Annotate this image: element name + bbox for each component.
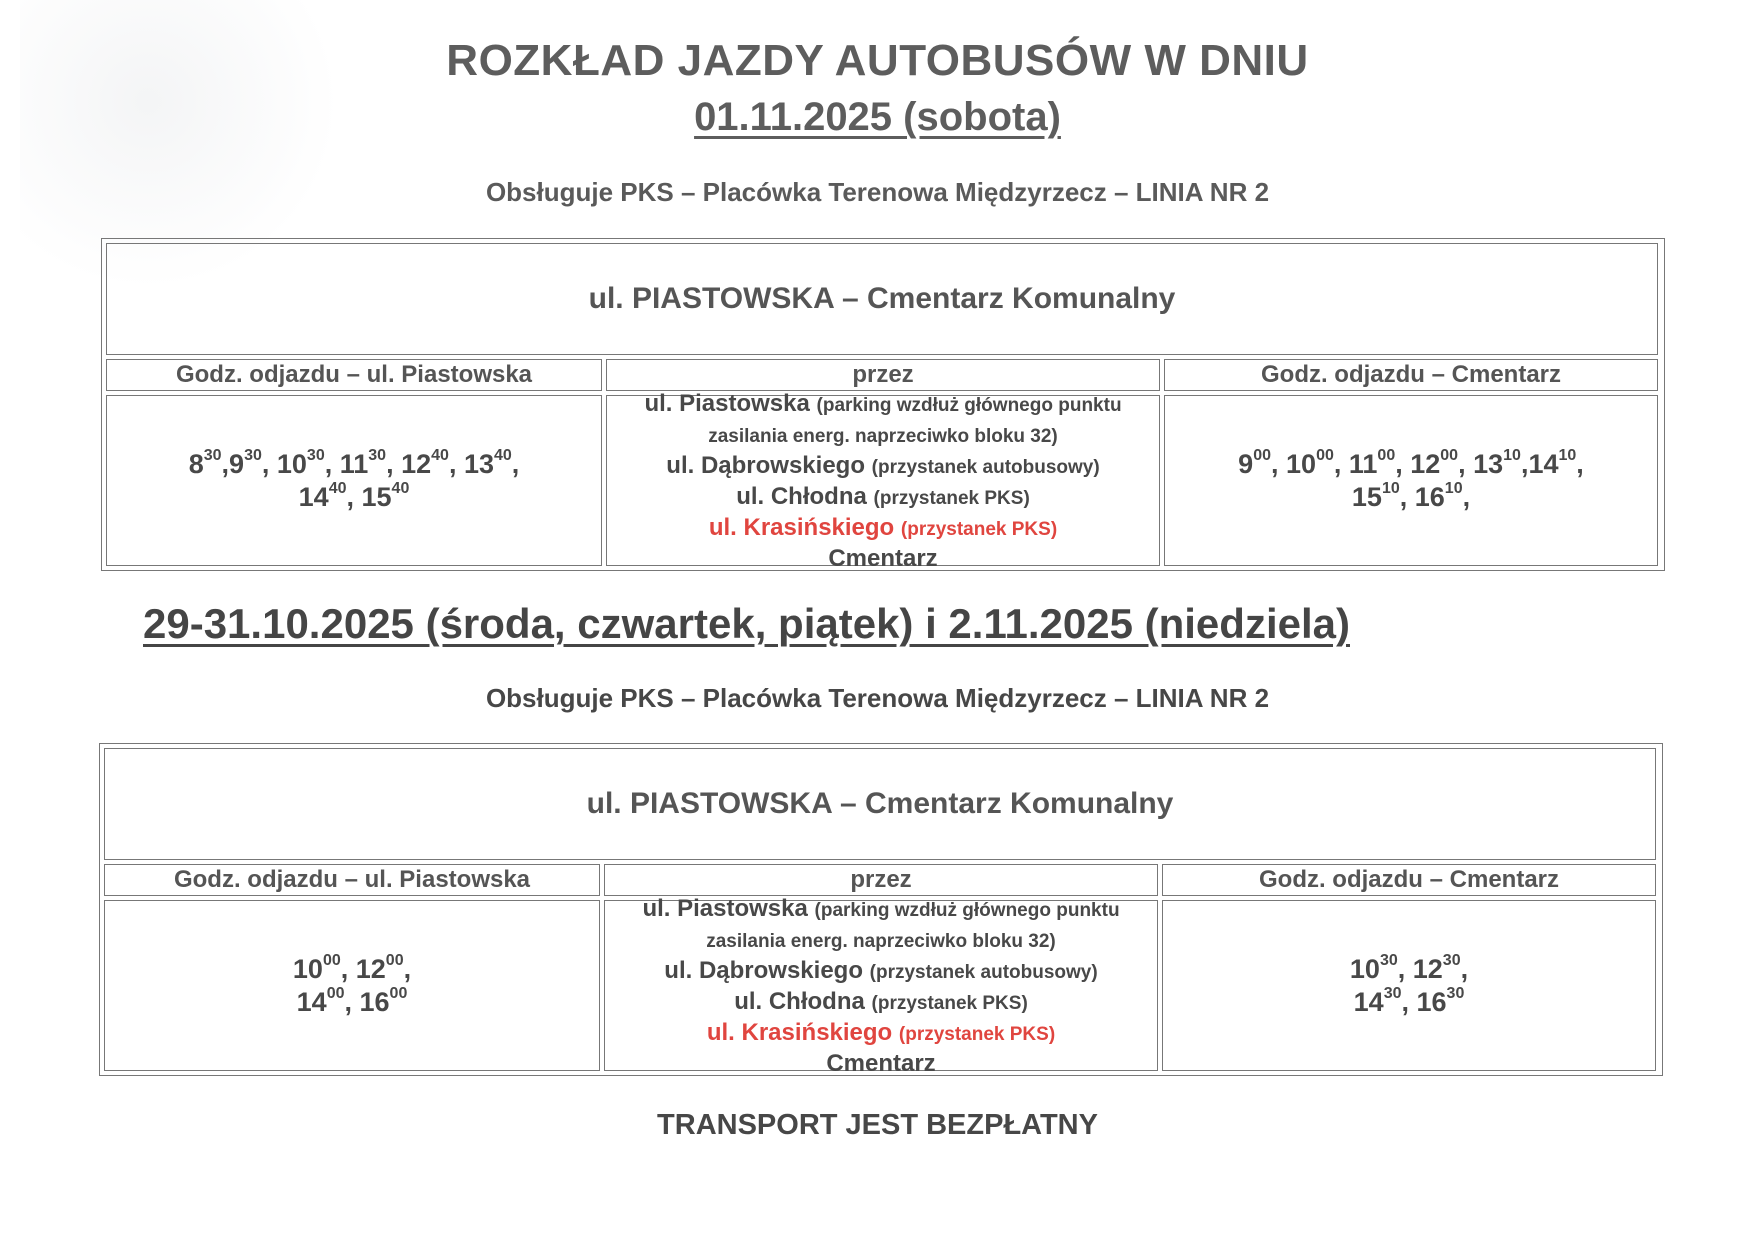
times-line: $10^{00}$, $12^{00}$, [292, 951, 412, 984]
departure-hour: 15 [361, 481, 392, 512]
departure-minutes: 00 [1440, 446, 1459, 464]
departure-hour: 8 [188, 448, 204, 479]
departures-piastowska-cell [104, 900, 600, 1071]
departure-minutes: 10 [1444, 479, 1463, 497]
departure-hour: 10 [276, 448, 307, 479]
times-line: $14^{40}$, $15^{40}$ [298, 479, 410, 512]
departure-hour: 16 [1414, 481, 1445, 512]
departure-minutes: 30 [368, 446, 387, 464]
via-stop: ul. Chłodna (przystanek PKS) [734, 987, 1028, 1015]
departure-hour: 11 [339, 448, 369, 479]
header-via: przez [604, 864, 1158, 896]
departure-minutes: 40 [391, 479, 410, 497]
via-stop: ul. Piastowska (parking wzdłuż głównego punktu [644, 389, 1122, 417]
departure-hour: 10 [292, 953, 323, 984]
departure-minutes: 10 [1558, 446, 1577, 464]
departures-piastowska-cell [106, 395, 602, 566]
header-departures-piastowska: Godz. odjazdu – ul. Piastowska [106, 359, 602, 391]
times-line: $14^{00}$, $16^{00}$ [296, 984, 408, 1017]
departure-minutes: 10 [1503, 446, 1521, 464]
times-line: $15^{10}$, $16^{10}$, [1351, 479, 1471, 512]
via-stop: Cmentarz [828, 544, 938, 572]
departure-hour: 14 [1528, 448, 1559, 479]
departure-hour: 9 [229, 448, 245, 479]
header-departures-cemetery: Godz. odjazdu – Cmentarz [1164, 359, 1658, 391]
departure-hour: 12 [401, 448, 432, 479]
departure-minutes: 00 [1377, 446, 1396, 464]
via-stop: ul. Dąbrowskiego (przystanek autobusowy) [664, 956, 1098, 984]
via-stop-highlight: ul. Krasińskiego (przystanek PKS) [708, 513, 1058, 541]
departures-cemetery-cell [1164, 395, 1658, 566]
departure-hour: 12 [1412, 953, 1443, 984]
departure-minutes: 30 [1383, 984, 1402, 1002]
page-title: ROZKŁAD JAZDY AUTOBUSÓW W DNIU [446, 36, 1309, 85]
second-date-heading: 29-31.10.2025 (środa, czwartek, piątek) i 2.11.2025 (niedziela) [143, 600, 1350, 647]
via-stop-highlight: ul. Krasińskiego (przystanek PKS) [706, 1018, 1056, 1046]
times-line: $9^{00}$, $10^{00}$, $11^{00}$, $12^{00}$, $13^{10},14^{10}$, [1238, 446, 1584, 479]
departure-hour: 12 [1410, 448, 1441, 479]
page-date: 01.11.2025 (sobota) [694, 95, 1061, 139]
via-cell [606, 389, 1160, 572]
via-stop-note: zasilania energ. naprzeciwko bloku 32) [706, 930, 1056, 952]
departure-minutes: 30 [203, 446, 222, 464]
departure-minutes: 00 [322, 951, 341, 969]
footer-notice: TRANSPORT JEST BEZPŁATNY [657, 1109, 1098, 1141]
departure-minutes: 00 [326, 984, 345, 1002]
departure-minutes: 40 [431, 446, 449, 464]
via-cell [604, 894, 1158, 1077]
departure-hour: 14 [298, 481, 329, 512]
departure-hour: 13 [463, 448, 494, 479]
departure-minutes: 30 [306, 446, 325, 464]
departure-minutes: 00 [1253, 446, 1271, 464]
via-stop-note: zasilania energ. naprzeciwko bloku 32) [708, 425, 1058, 447]
departure-hour: 14 [1353, 986, 1384, 1017]
header-departures-piastowska: Godz. odjazdu – ul. Piastowska [104, 864, 600, 896]
departure-hour: 10 [1286, 448, 1317, 479]
departures-cemetery-cell [1162, 900, 1656, 1071]
header-departures-cemetery: Godz. odjazdu – Cmentarz [1162, 864, 1656, 896]
times-line: $8^{30},9^{30}$, $10^{30}$, $11^{30}$, $12^{40}$, $13^{40}$, [188, 446, 520, 479]
departure-hour: 12 [355, 953, 386, 984]
header-via: przez [606, 359, 1160, 391]
departure-minutes: 40 [494, 446, 512, 464]
operator-line: Obsługuje PKS – Placówka Terenowa Międzyrzecz – LINIA NR 2 [485, 683, 1270, 713]
times-line: $10^{30}$, $12^{30}$, [1349, 951, 1469, 984]
departure-minutes: 00 [1316, 446, 1334, 464]
departure-minutes: 40 [328, 479, 347, 497]
departure-hour: 10 [1349, 953, 1380, 984]
departure-minutes: 30 [1446, 984, 1465, 1002]
operator-line: Obsługuje PKS – Placówka Terenowa Międzyrzecz – LINIA NR 2 [485, 177, 1270, 207]
departure-hour: 9 [1238, 448, 1254, 479]
departure-minutes: 00 [385, 951, 404, 969]
via-stop: ul. Chłodna (przystanek PKS) [736, 482, 1030, 510]
departure-hour: 15 [1351, 481, 1382, 512]
departure-hour: 16 [1416, 986, 1447, 1017]
route-title: ul. PIASTOWSKA – Cmentarz Komunalny [106, 243, 1658, 355]
schedule-table [99, 743, 1663, 1076]
route-title: ul. PIASTOWSKA – Cmentarz Komunalny [104, 748, 1656, 860]
schedule-table [101, 238, 1665, 571]
via-stop: Cmentarz [826, 1049, 936, 1077]
departure-minutes: 30 [1442, 951, 1461, 969]
departure-hour: 13 [1473, 448, 1504, 479]
departure-minutes: 00 [389, 984, 408, 1002]
departure-minutes: 10 [1381, 479, 1400, 497]
departure-minutes: 30 [244, 446, 262, 464]
via-stop: ul. Dąbrowskiego (przystanek autobusowy) [666, 451, 1100, 479]
departure-hour: 11 [1348, 448, 1378, 479]
departure-hour: 16 [359, 986, 390, 1017]
times-line: $14^{30}$, $16^{30}$ [1353, 984, 1465, 1017]
departure-hour: 14 [296, 986, 327, 1017]
via-stop: ul. Piastowska (parking wzdłuż głównego punktu [642, 894, 1120, 922]
departure-minutes: 30 [1379, 951, 1398, 969]
